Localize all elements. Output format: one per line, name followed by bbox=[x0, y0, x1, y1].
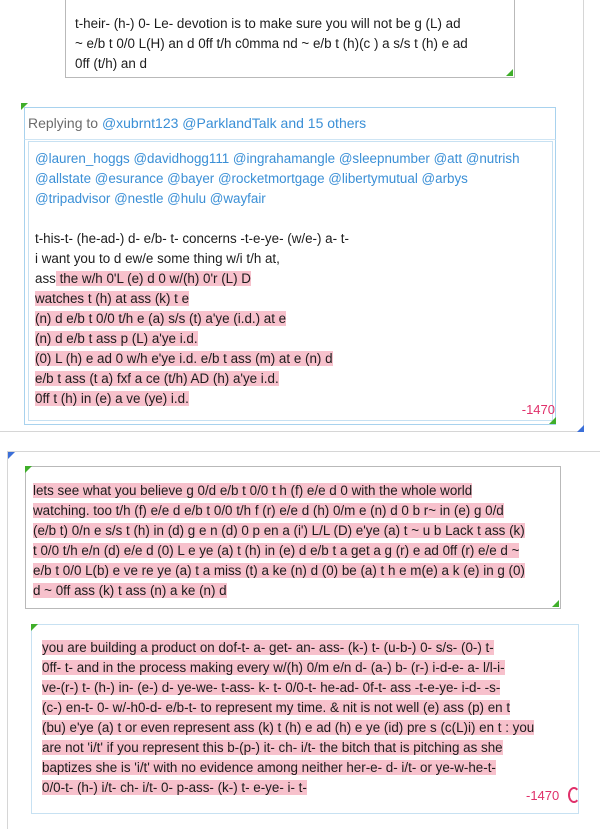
highlighted-overflow-text: are not 'i/t' if you represent this b-(p-) it- ch- i/t- the bitch that is pitching as she bbox=[42, 740, 503, 755]
resize-handle[interactable] bbox=[549, 417, 556, 424]
reply-text-area[interactable] bbox=[28, 141, 553, 421]
tagged-accounts-line: @lauren_hoggs @davidhogg111 @ingrahamangle @sleepnumber @att @nutrish bbox=[35, 151, 520, 166]
highlighted-overflow-text: d ~ 0ff ass (k) t ass (n) a ke (n) d bbox=[33, 583, 227, 598]
text-line: 0ff (t/h) an d bbox=[75, 56, 147, 71]
highlighted-overflow-text: 0/0-t- (h-) i/t- ch- i/t- 0- p-ass- (k-) t- e-ye- i- t- bbox=[42, 780, 307, 795]
progress-ring-icon bbox=[568, 787, 580, 803]
replying-to-label: Replying to bbox=[28, 115, 102, 131]
replying-to-mentions[interactable]: @xubrnt123 @ParklandTalk and 15 others bbox=[101, 115, 367, 131]
text-line: t-his-t- (he-ad-) d- e/b- t- concerns -t-e-ye- (w/e-) a- t- bbox=[35, 231, 349, 246]
highlighted-overflow-text: (e/b t) 0/n e s/s t (h) in (d) g e n (d) 0 p en a (i') L/L (D) e'ye (a) t ~ u b Lack t ass (k) bbox=[33, 523, 525, 538]
middle-text-card[interactable] bbox=[25, 466, 561, 609]
text-line: t-heir- (h-) 0- Le- devotion is to make sure you will not be g (L) ad bbox=[75, 16, 461, 31]
blue-corner-marker bbox=[8, 452, 15, 459]
text-line: i want you to d ew/e some thing w/i t/h at, bbox=[35, 251, 280, 266]
resize-handle[interactable] bbox=[506, 69, 513, 76]
highlighted-overflow-text: watches t (h) at ass (k) t e bbox=[35, 291, 190, 306]
top-text-card[interactable] bbox=[65, 0, 515, 78]
highlighted-overflow-text: the w/h 0'L (e) d 0 w/(h) 0'r (L) D bbox=[55, 271, 251, 286]
highlighted-overflow-text: (0) L (h) e ad 0 w/h e'ye i.d. e/b t ass (m) at e (n) d bbox=[35, 351, 333, 366]
character-count: -1470 bbox=[521, 402, 555, 417]
highlighted-overflow-text: t 0/0 t/h e/n (d) e/e d (0) L e ye (a) t (h) in (e) d e/b t a get a g (r) e ad 0ff (r) e/e d ~ bbox=[33, 543, 520, 558]
replying-to-header bbox=[24, 107, 556, 139]
highlighted-overflow-text: baptizes she is 'i/t' with no evidence among neither her-e- d- i/t- or ye-w-he-t- bbox=[42, 760, 496, 775]
highlighted-overflow-text: (c-) en-t- 0- w/-h0-d- e/b-t- to represent my time. & nit is not well (e) ass (p) en t bbox=[42, 700, 511, 715]
highlighted-overflow-text: lets see what you believe g 0/d e/b t 0/0 t h (f) e/e d 0 with the whole world bbox=[33, 483, 473, 498]
tagged-accounts-line: @tripadvisor @nestle @hulu @wayfair bbox=[35, 191, 266, 206]
corner-marker bbox=[31, 624, 38, 631]
highlighted-overflow-text: (n) d e/b t 0/0 t/h e (a) s/s (t) a'ye (i.d.) at e bbox=[35, 311, 287, 326]
corner-marker bbox=[25, 466, 32, 473]
bottom-text-card[interactable] bbox=[31, 624, 579, 814]
highlighted-overflow-text: e/b t ass (t a) fxf a ce (t/h) AD (h) a'ye i.d. bbox=[35, 371, 279, 386]
highlighted-overflow-text: ve-(r-) t- (h-) in- (e-) d- ye-we- t-ass- k- t- 0/0-t- he-ad- 0f-t- ass -t-e-ye- i-d- -s- bbox=[42, 680, 501, 695]
highlighted-overflow-text: (n) d e/b t ass p (L) a'ye i.d. bbox=[35, 331, 198, 346]
highlighted-overflow-text: you are building a product on dof-t- a- get- an- ass- (k-) t- (u-b-) 0- s/s- (0-) t- bbox=[42, 640, 494, 655]
character-count: -1470 bbox=[526, 788, 560, 803]
tagged-accounts-line: @allstate @esurance @bayer @rocketmortgage @libertymutual @arbys bbox=[35, 171, 468, 186]
highlighted-overflow-text: e/b t 0/0 L(b) e ve re ye (a) t a miss (t) a ke (n) d (0) be (a) t h e m(e) a k (e) in g (0) bbox=[33, 563, 525, 578]
plain-text: ass bbox=[35, 271, 56, 286]
highlighted-overflow-text: 0ff- t- and in the process making every w/(h) 0/m e/n d- (a-) b- (r-) i-d-e- a- l/l-i- bbox=[42, 660, 505, 675]
resize-handle[interactable] bbox=[552, 600, 559, 607]
highlighted-overflow-text: watching. too t/h (f) e/e d e/b t 0/0 t/h f (r) e/e d (h) 0/m e (n) d 0 b r~ in (e) g 0/d bbox=[33, 503, 504, 518]
text-line-mixed bbox=[35, 269, 550, 289]
text-line: ~ e/b t 0/0 L(H) an d 0ff t/h c0mma nd ~ e/b t (h)(c ) a s/s t (h) e ad bbox=[75, 36, 468, 51]
blue-corner-marker bbox=[577, 425, 584, 432]
highlighted-overflow-text: 0ff t (h) in (e) a ve (ye) i.d. bbox=[35, 391, 189, 406]
highlighted-overflow-text: (bu) e'ye (a) t or even represent ass (k) t (h) e ad (h) e ye (id) pre s (c(L)i) en t : you bbox=[42, 720, 535, 735]
